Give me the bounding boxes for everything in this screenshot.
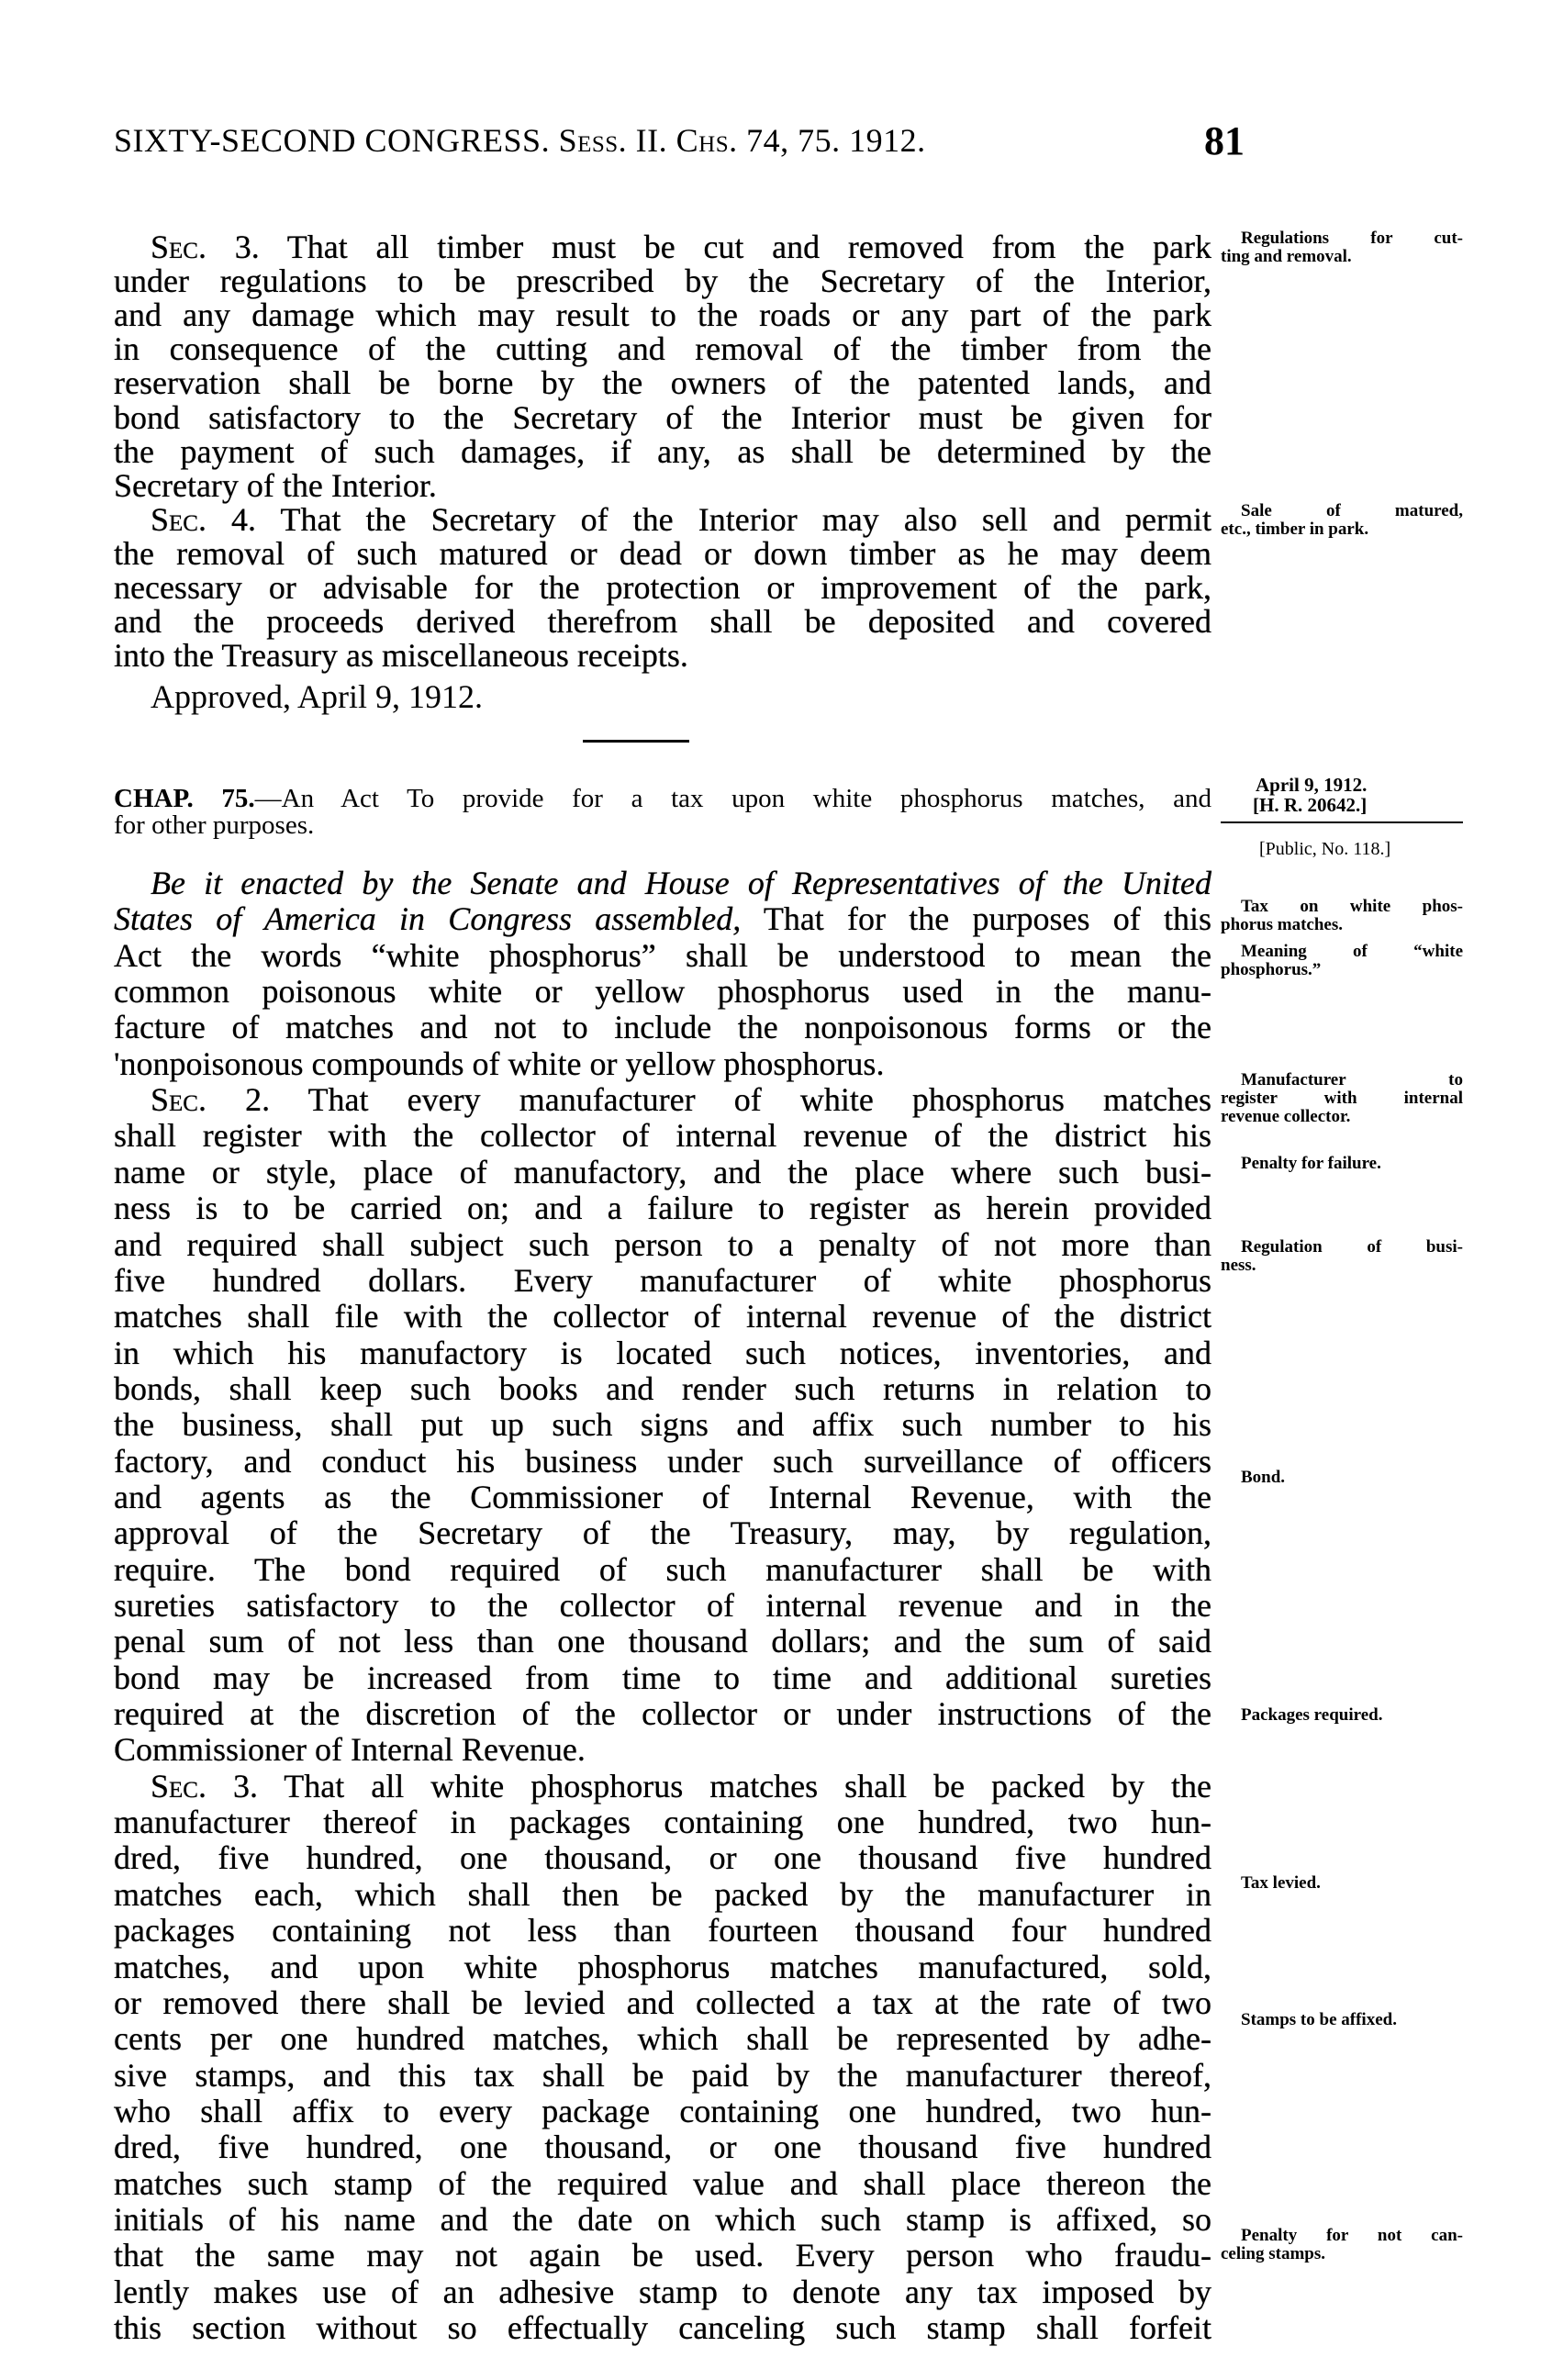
margin-note: Manufacturer to [1241,1070,1463,1089]
text-line [114,2311,1211,2344]
line-text: into the Treasury as miscellaneous receipts. [114,637,688,675]
margin-note: Sale of matured, [1241,501,1463,520]
line-text: matches such stamp of the required value and shall place thereon the [114,2164,1211,2202]
page-number: 81 [1204,118,1245,163]
line-text: That all white phosphorus matches shall be packed by the [257,1767,1211,1805]
text-line [114,1589,1211,1622]
line-text: manufacturer thereof in packages containing one hundred, two hun- [114,1804,1211,1841]
line-text: shall register with the collector of internal revenue of the district his [114,1117,1211,1155]
text-line [114,1369,1211,1407]
line-text: initials of his name and the date on which such stamp is affixed, so [114,2200,1211,2238]
text-line [114,2056,1211,2094]
line-text: That every manufacturer of white phosphorus matches [270,1081,1212,1119]
text-line [151,500,1212,538]
text-line [114,1695,1211,1733]
text-line [114,1300,1211,1333]
text-line [114,1950,1211,1983]
text-line [151,230,1211,263]
text-line [114,1442,1211,1480]
line-text: and the proceeds derived therefrom shall be deposited and covered [114,603,1211,641]
bill-number: [H. R. 20642.] [1253,794,1368,816]
margin-note: celing stamps. [1221,2244,1325,2263]
line-text: Act the words “white phosphorus” shall be understood to mean the [114,936,1211,974]
text-line [114,973,1211,1011]
line-text: in consequence of the cutting and removal of the timber from the [114,330,1211,368]
section-label: Sec. 2. [151,1081,271,1119]
text-line [114,432,1211,470]
text-line [114,1406,1211,1444]
text-line [114,637,1211,675]
line-text: name or style, place of manufactory, and the place where such busi- [114,1153,1211,1190]
enactment-date: April 9, 1912. [1256,774,1368,796]
line-text: matches each, which shall then be packed by the manufacturer in [114,1875,1211,1913]
chapter-heading-line [114,786,1211,812]
text-line [151,1767,1211,1805]
line-text: in which his manufactory is located such notices, inventories, and [114,1334,1211,1371]
text-line [114,1117,1211,1155]
line-text: That the Secretary of the Interior may also sell and permit [256,500,1212,538]
margin-note: Packages required. [1241,1705,1383,1725]
line-text: dred, five hundred, one thousand, or one thousand five hundred [114,2129,1211,2166]
line-text: bond satisfactory to the Secretary of the Interior must be given for [114,398,1211,436]
line-text: ness is to be carried on; and a failure to register as herein provided [114,1190,1211,1227]
enacting-clause: Be it enacted by the Senate and House of Representatives of the United [151,865,1211,901]
line-text: and required shall subject such person to a penalty of not more than [114,1225,1211,1263]
text-line [114,2164,1211,2202]
line-text: who shall affix to every package containing one hundred, two hun- [114,2092,1211,2129]
text-line [114,330,1211,368]
margin-note: revenue collector. [1221,1107,1351,1126]
line-text: under regulations to be prescribed by the Secretary of the Interior, [114,263,1211,300]
chapter-divider [583,740,689,743]
margin-note: Stamps to be affixed. [1241,2010,1397,2029]
text-line [114,296,1211,334]
header-chapters: Chs. 74, 75. [676,122,841,159]
line-text: required at the discretion of the collector or under instructions of the [114,1695,1211,1733]
margin-note: Tax levied. [1241,1873,1321,1893]
text-line [114,1514,1211,1552]
text-line [114,1261,1211,1299]
text-line [114,603,1211,641]
line-text: Commissioner of Internal Revenue. [114,1731,586,1769]
text-line [114,364,1211,402]
line-text: the business, shall put up such signs and affix such number to his [114,1406,1211,1444]
text-line [114,2200,1211,2238]
line-text: That all timber must be cut and removed from the park [259,229,1211,265]
margin-note: etc., timber in park. [1221,520,1369,539]
text-line [114,1804,1211,1841]
margin-note: Penalty for not can- [1241,2226,1463,2245]
text-line [151,866,1211,899]
line-text: require. The bond required of such manufacturer shall be with [114,1550,1211,1588]
line-text: packages containing not less than fourteen thousand four hundred [114,1912,1211,1950]
margin-note: phosphorus.” [1221,960,1322,979]
text-line [114,2020,1211,2058]
line-text: factory, and conduct his business under such surveillance of officers [114,1442,1211,1480]
header-year: 1912. [849,122,926,159]
line-text: and agents as the Commissioner of Internal Revenue, with the [114,1478,1211,1515]
text-line [114,2129,1211,2166]
text-line [114,1983,1211,2021]
margin-note: register with internal [1221,1089,1463,1108]
line-text: That for the purposes of this [741,900,1212,938]
running-header [114,118,1245,167]
line-text: that the same may not again be used. Every person who fraudu- [114,2237,1211,2274]
line-text: the removal of such matured or dead or down timber as he may deem [114,534,1211,572]
line-text: 'nonpoisonous compounds of white or yellow phosphorus. [114,1045,885,1082]
line-text: the payment of such damages, if any, as shall be determined by the [114,432,1211,470]
line-text: reservation shall be borne by the owners of the patented lands, and [114,364,1211,402]
text-line [114,2092,1211,2129]
line-text: dred, five hundred, one thousand, or one thousand five hundred [114,1839,1211,1877]
line-text: necessary or advisable for the protection or improvement of the park, [114,569,1211,606]
margin-note: ting and removal. [1221,247,1352,266]
text-line [114,1478,1211,1515]
text-line [114,466,1211,504]
text-line [114,1625,1211,1658]
text-line [114,398,1211,436]
margin-note: Tax on white phos- [1241,897,1463,916]
text-line [114,1839,1211,1877]
header-session: Sess. II. [558,122,668,159]
text-line [114,1875,1211,1913]
text-line [114,2275,1211,2308]
margin-note: phorus matches. [1221,915,1344,934]
margin-note: Meaning of “white [1241,942,1463,961]
chapter-heading-line: for other purposes. [114,810,315,840]
section-label: Sec. 3. [151,1767,258,1805]
line-text: matches, and upon white phosphorus matches manufactured, sold, [114,1948,1211,1985]
text-line [114,1047,1211,1080]
line-text: bonds, shall keep such books and render such returns in relation to [114,1369,1211,1407]
text-line [114,1336,1211,1369]
line-text: cents per one hundred matches, which shall be represented by adhe- [114,2020,1211,2058]
line-text: this section without so effectually canceling such stamp shall forfeit [114,2309,1211,2346]
public-law-number: [Public, No. 118.] [1259,839,1391,859]
side-rule [1221,821,1463,823]
line-text: approval of the Secretary of the Treasury, may, by regulation, [114,1514,1211,1552]
line-text: or removed there shall be levied and collected a tax at the rate of two [114,1983,1211,2021]
text-line [114,1550,1211,1588]
line-text: sureties satisfactory to the collector of internal revenue and in the [114,1587,1211,1624]
line-text: bond may be increased from time to time and additional sureties [114,1659,1211,1696]
enacting-clause: States of America in Congress assembled, [114,900,742,938]
chapter-label: CHAP. 75. [114,784,255,813]
margin-note: Regulation of busi- [1241,1237,1463,1257]
text-line [151,1081,1212,1119]
line-text: penal sum of not less than one thousand dollars; and the sum of said [114,1623,1211,1660]
approval-date: Approved, April 9, 1912. [151,678,483,715]
line-text: Secretary of the Interior. [114,466,437,504]
text-line [114,1011,1211,1044]
section-label: Sec. 4. [151,500,257,538]
header-title: SIXTY-SECOND CONGRESS. [114,122,551,159]
text-line [114,2239,1211,2272]
margin-note: ness. [1221,1256,1256,1275]
line-text: matches shall file with the collector of internal revenue of the district [114,1298,1211,1335]
text-line [114,263,1211,300]
text-line [114,534,1211,572]
line-text: five hundred dollars. Every manufacturer of white phosphorus [114,1261,1211,1299]
text-line [114,1661,1211,1694]
text-line [114,1225,1211,1263]
margin-note: Penalty for failure. [1241,1154,1381,1173]
line-text: facture of matches and not to include the nonpoisonous forms or the [114,1009,1211,1046]
line-text: sive stamps, and this tax shall be paid by the manufacturer thereof, [114,2056,1211,2094]
header-text [114,121,926,160]
text-line [114,1731,1211,1769]
section-label: Sec. 3. [151,229,260,265]
text-line [114,900,1212,938]
line-text: and any damage which may result to the roads or any part of the park [114,296,1211,334]
chapter-title: —An Act To provide for a tax upon white phosphorus matches, and [254,784,1212,813]
text-line [114,1153,1211,1190]
line-text: common poisonous white or yellow phosphorus used in the manu- [114,973,1211,1011]
line-text: lently makes use of an adhesive stamp to denote any tax imposed by [114,2273,1211,2310]
text-line [114,1190,1211,1227]
text-line [114,936,1211,974]
text-line [114,1912,1211,1950]
margin-note: Bond. [1241,1468,1286,1487]
margin-note: Regulations for cut- [1241,229,1463,248]
text-line [114,571,1211,604]
